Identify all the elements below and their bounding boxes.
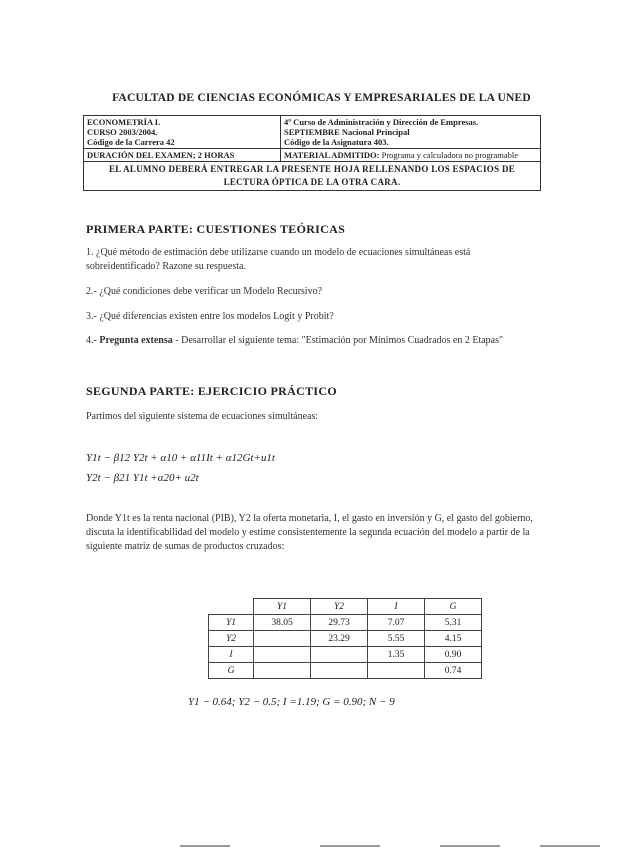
matrix-cell: 4.15 bbox=[425, 631, 482, 647]
matrix-col-header: Y2 bbox=[311, 599, 368, 615]
matrix-row bbox=[209, 631, 482, 647]
equation-2: Y2t − β21 Y1t +α20+ u2t bbox=[86, 472, 199, 484]
matrix-col-header: G bbox=[425, 599, 482, 615]
material-label: MATERIAL ADMITIDO: bbox=[284, 150, 380, 160]
matrix-row-label: G bbox=[209, 663, 254, 679]
sample-means: Y1 − 0.64; Y2 − 0.5; I =1.19; G = 0.90; N − 9 bbox=[188, 696, 395, 708]
question-4-text: - Desarrollar el siguiente tema: "Estimación por Mínimos Cuadrados en 2 Etapas" bbox=[172, 335, 504, 346]
exam-duration: DURACIÓN DEL EXAMEN; 2 HORAS bbox=[87, 150, 235, 160]
cross-products-matrix bbox=[208, 598, 482, 679]
question-4 bbox=[86, 334, 541, 348]
subject-code: Código de la Asignatura 403. bbox=[284, 137, 389, 147]
matrix-cell bbox=[254, 647, 311, 663]
matrix-cell bbox=[368, 663, 425, 679]
matrix-row-label: Y2 bbox=[209, 631, 254, 647]
question-4-number: 4.- bbox=[86, 335, 100, 346]
matrix-cell: 5.55 bbox=[368, 631, 425, 647]
matrix-cell bbox=[311, 647, 368, 663]
matrix-cell: 23.29 bbox=[311, 631, 368, 647]
matrix-row-label: I bbox=[209, 647, 254, 663]
matrix-cell: 5.31 bbox=[425, 615, 482, 631]
part2-intro: Partimos del siguiente sistema de ecuaciones simultáneas: bbox=[86, 411, 319, 422]
exam-session: SEPTIEMBRE Nacional Principal bbox=[284, 127, 410, 137]
model-description: Donde Y1t es la renta nacional (PIB), Y2 la oferta monetaria, I, el gasto en inversión y G, el gasto del gobierno, discuta la identificabilidad del modelo y estime consistentemente la segunda ecuación del modelo a partir de la siguiente matriz de sumas de productos cruzados: bbox=[86, 513, 533, 552]
matrix-cell bbox=[311, 663, 368, 679]
subject-name: ECONOMETRÍA I. bbox=[87, 117, 161, 127]
material-cell bbox=[281, 149, 541, 162]
matrix-col-header: Y1 bbox=[254, 599, 311, 615]
faculty-title: FACULTAD DE CIENCIAS ECONÓMICAS Y EMPRESARIALES DE LA UNED bbox=[112, 92, 531, 104]
question-1: 1. ¿Qué método de estimación debe utilizarse cuando un modelo de ecuaciones simultáneas está sobreidentificado? Razone su respuesta. bbox=[86, 247, 471, 272]
exam-header-table bbox=[83, 115, 541, 191]
notice-cell bbox=[84, 162, 541, 191]
question-3: 3.- ¿Qué diferencias existen entre los modelos Logit y Probit? bbox=[86, 311, 334, 322]
matrix-row bbox=[209, 615, 482, 631]
matrix-cell bbox=[254, 663, 311, 679]
matrix-cell: 38.05 bbox=[254, 615, 311, 631]
matrix-cell: 0.90 bbox=[425, 647, 482, 663]
program-info-cell bbox=[281, 116, 541, 149]
question-2: 2.- ¿Qué condiciones debe verificar un Modelo Recursivo? bbox=[86, 286, 323, 297]
matrix-row-label: Y1 bbox=[209, 615, 254, 631]
career-code: Código de la Carrera 42 bbox=[87, 137, 175, 147]
part1-heading: PRIMERA PARTE: CUESTIONES TEÓRICAS bbox=[86, 222, 346, 236]
duration-cell bbox=[84, 149, 281, 162]
matrix-row bbox=[209, 647, 482, 663]
matrix-col-header: I bbox=[368, 599, 425, 615]
matrix-cell: 29.73 bbox=[311, 615, 368, 631]
course-year: CURSO 2003/2004. bbox=[87, 127, 158, 137]
question-4-label: Pregunta extensa bbox=[99, 335, 173, 346]
program-name: 4º Curso de Administración y Dirección de Empresas. bbox=[284, 117, 479, 127]
part2-heading: SEGUNDA PARTE: EJERCICIO PRÁCTICO bbox=[86, 384, 337, 398]
course-info-cell bbox=[84, 116, 281, 149]
material-value: Programa y calculadora no programable bbox=[381, 150, 519, 160]
matrix-cell: 7.07 bbox=[368, 615, 425, 631]
matrix-cell: 1.35 bbox=[368, 647, 425, 663]
matrix-cell bbox=[254, 631, 311, 647]
matrix-cell: 0.74 bbox=[425, 663, 482, 679]
notice-line-1: EL ALUMNO DEBERÁ ENTREGAR LA PRESENTE HOJA RELLENANDO LOS ESPACIOS DE bbox=[108, 164, 516, 174]
matrix-header-row bbox=[209, 599, 482, 615]
equation-1: Y1t − β12 Y2t + α10 + α11It + α12Gt+u1t bbox=[86, 452, 275, 464]
notice-line-2: LECTURA ÓPTICA DE LA OTRA CARA. bbox=[223, 177, 401, 187]
matrix-row bbox=[209, 663, 482, 679]
